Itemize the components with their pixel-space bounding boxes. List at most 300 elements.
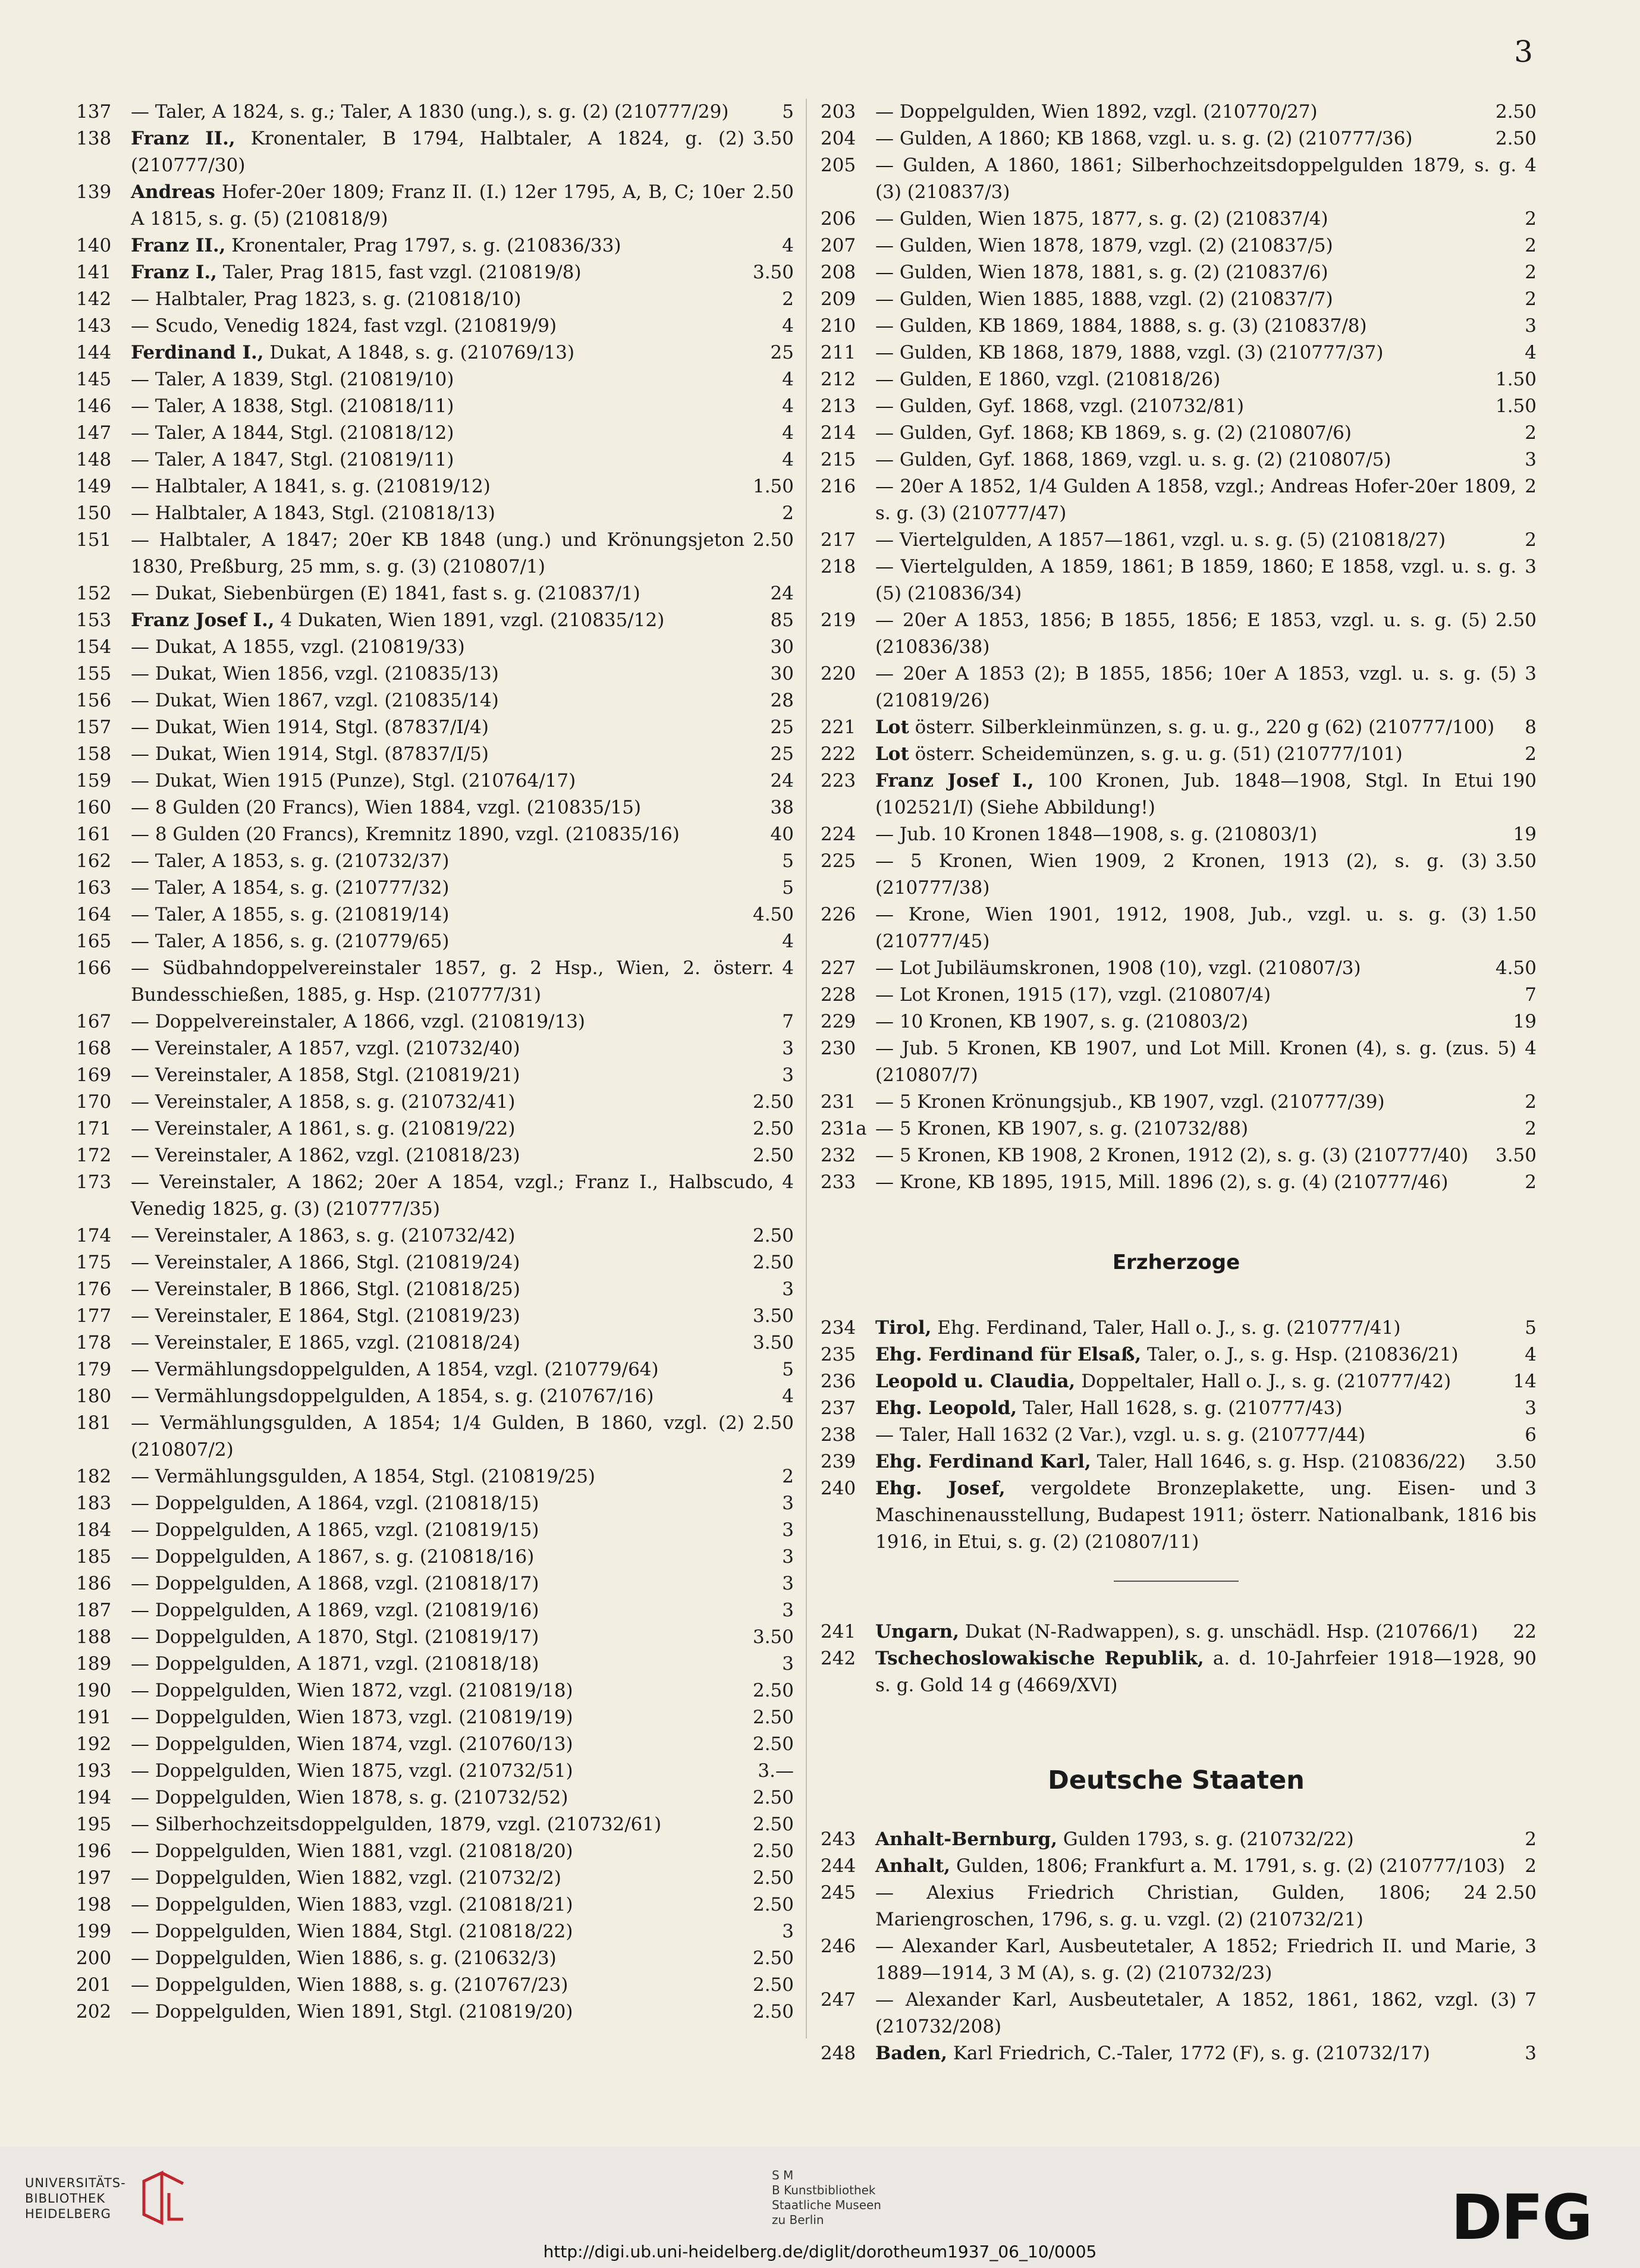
lot-price: 2.50	[752, 1091, 794, 1113]
lot-price: 4	[782, 235, 794, 256]
lot-number: 215	[821, 449, 856, 470]
lot-description	[875, 1933, 1537, 1987]
lot-description	[131, 875, 794, 901]
lot-price: 2.50	[752, 529, 794, 551]
lot-text: — Doppelgulden, Wien 1883, vzgl. (210818/21)	[131, 1894, 573, 1915]
lot-number: 141	[76, 262, 112, 283]
lot-text: — Vereinstaler, A 1866, Stgl. (210819/24)	[131, 1252, 520, 1273]
right-list-c	[816, 1619, 1537, 1699]
catalog-entry	[816, 152, 1537, 206]
lot-number: 148	[76, 449, 112, 470]
lot-text: — Krone, KB 1895, 1915, Mill. 1896 (2), s. g. (4) (210777/46)	[875, 1171, 1449, 1193]
lot-price: 5	[782, 1359, 794, 1380]
lot-text: — Viertelgulden, A 1857—1861, vzgl. u. s. g. (5) (210818/27)	[875, 529, 1446, 551]
lot-description	[131, 1249, 794, 1276]
lot-description	[131, 447, 794, 473]
lot-description	[875, 1089, 1537, 1116]
lot-price: 2.50	[1495, 128, 1537, 149]
lot-text: Taler, Hall 1628, s. g. (210777/43)	[1023, 1397, 1343, 1419]
lot-text: Gulden, 1806; Frankfurt a. M. 1791, s. g. (2) (210777/103)	[956, 1855, 1506, 1877]
lot-number: 170	[76, 1091, 112, 1113]
lot-description	[875, 447, 1537, 473]
lot-price: 4.50	[752, 904, 794, 925]
lot-description	[875, 768, 1537, 821]
lot-description	[131, 687, 794, 714]
lot-number: 241	[821, 1621, 856, 1642]
lot-text: — Viertelgulden, A 1859, 1861; B 1859, 1860; E 1858, vzgl. u. s. g. (5) (210836/34)	[875, 556, 1517, 604]
catalog-entry	[71, 393, 794, 420]
lot-number: 153	[76, 610, 112, 631]
lot-text: — Scudo, Venedig 1824, fast vzgl. (210819/9)	[131, 315, 557, 337]
lot-number: 191	[76, 1707, 112, 1728]
lot-text: — 5 Kronen Krönungsjub., KB 1907, vzgl. (210777/39)	[875, 1091, 1385, 1113]
catalog-entry	[816, 1645, 1537, 1699]
lot-description	[131, 955, 794, 1009]
lot-price: 2	[782, 288, 794, 310]
lot-number: 207	[821, 235, 856, 256]
catalog-entry	[71, 928, 794, 955]
lot-description	[875, 233, 1537, 259]
catalog-entry	[816, 1142, 1537, 1169]
catalog-entry	[816, 661, 1537, 714]
lot-price: 2	[1525, 476, 1537, 497]
catalog-entry	[71, 1463, 794, 1490]
lot-price: 2.50	[752, 1707, 794, 1728]
lot-number: 181	[76, 1412, 112, 1434]
ruler-name: Ehg. Ferdinand für Elsaß,	[875, 1344, 1142, 1365]
lot-description	[131, 1865, 794, 1892]
catalog-entry	[71, 1490, 794, 1517]
catalog-entry	[71, 420, 794, 447]
catalog-entry	[71, 1811, 794, 1838]
catalog-entry	[816, 420, 1537, 447]
lot-number: 212	[821, 369, 856, 390]
lot-description	[131, 1918, 794, 1945]
lot-price: 2	[1525, 1118, 1537, 1139]
lot-text: — Krone, Wien 1901, 1912, 1908, Jub., vzgl. u. s. g. (3) (210777/45)	[875, 904, 1487, 952]
lot-price: 3	[782, 1573, 794, 1594]
lot-price: 19	[1513, 824, 1537, 845]
lot-text: — Doppelgulden, Wien 1878, s. g. (210732/52)	[131, 1787, 568, 1808]
lot-text: — Vereinstaler, E 1865, vzgl. (210818/24)	[131, 1332, 520, 1353]
lot-number: 231	[821, 1091, 856, 1113]
lot-description	[131, 340, 794, 366]
catalog-entry	[816, 125, 1537, 152]
catalog-entry	[71, 768, 794, 794]
lot-text: — Dukat, Wien 1914, Stgl. (87837/I/5)	[131, 743, 489, 765]
lot-description	[131, 233, 794, 259]
lot-price: 2.50	[752, 2001, 794, 2022]
lot-description	[131, 794, 794, 821]
uni-logo-line3: HEIDELBERG	[25, 2207, 111, 2221]
lot-number: 167	[76, 1011, 112, 1032]
university-library-logo	[25, 2175, 126, 2222]
lot-number: 185	[76, 1546, 112, 1568]
lot-description	[131, 1383, 794, 1410]
lot-number: 139	[76, 181, 112, 203]
lot-number: 197	[76, 1867, 112, 1889]
lot-price: 3	[782, 1279, 794, 1300]
catalog-entry	[71, 366, 794, 393]
catalog-entry	[71, 447, 794, 473]
lot-number: 221	[821, 717, 856, 738]
lot-description	[875, 1422, 1537, 1449]
catalog-entry	[71, 1597, 794, 1624]
lot-text: — 20er A 1853 (2); B 1855, 1856; 10er A 1853, vzgl. u. s. g. (5) (210819/26)	[875, 663, 1517, 711]
lot-number: 164	[76, 904, 112, 925]
catalog-entry	[71, 580, 794, 607]
lot-number: 193	[76, 1760, 112, 1782]
lot-description	[875, 1315, 1537, 1342]
catalog-entry	[71, 1678, 794, 1704]
lot-text: — Doppelgulden, Wien 1886, s. g. (210632/3)	[131, 1947, 557, 1969]
catalog-entry	[816, 1987, 1537, 2040]
catalog-entry	[816, 821, 1537, 848]
lot-text: — 5 Kronen, KB 1908, 2 Kronen, 1912 (2), s. g. (3) (210777/40)	[875, 1145, 1469, 1166]
lot-price: 2	[782, 502, 794, 524]
catalog-entry	[816, 1880, 1537, 1933]
lot-description	[131, 1811, 794, 1838]
lot-price: 2.50	[752, 1733, 794, 1755]
lot-number: 235	[821, 1344, 856, 1365]
lot-number: 157	[76, 717, 112, 738]
lot-number: 236	[821, 1371, 856, 1392]
catalog-entry	[816, 554, 1537, 607]
lot-price: 2.50	[752, 1225, 794, 1246]
lot-description	[875, 554, 1537, 607]
ruler-name: Tirol,	[875, 1317, 932, 1339]
lot-price: 2.50	[752, 1814, 794, 1835]
lot-number: 244	[821, 1855, 856, 1877]
catalog-entry	[816, 1342, 1537, 1368]
catalog-entry	[816, 1116, 1537, 1142]
lot-description	[875, 393, 1537, 420]
catalog-entry	[816, 1169, 1537, 1196]
lot-price: 7	[1525, 984, 1537, 1006]
lot-number: 196	[76, 1840, 112, 1862]
lot-price: 2	[1525, 529, 1537, 551]
lot-price: 3	[782, 1519, 794, 1541]
column-divider	[806, 99, 807, 2038]
lot-number: 190	[76, 1680, 112, 1701]
catalog-entry	[71, 1570, 794, 1597]
lot-text: — Gulden, E 1860, vzgl. (210818/26)	[875, 369, 1221, 390]
lot-text: — Doppelgulden, A 1870, Stgl. (210819/17)	[131, 1626, 539, 1648]
catalog-entry	[71, 1945, 794, 1972]
lot-description	[131, 1062, 794, 1089]
source-url-link[interactable]: http://digi.ub.uni-heidelberg.de/diglit/dorotheum1937_06_10/0005	[543, 2242, 1097, 2261]
lot-number: 203	[821, 101, 856, 122]
lot-number: 231a	[821, 1118, 867, 1139]
lot-price: 2.50	[752, 1840, 794, 1862]
catalog-entry	[71, 1330, 794, 1356]
lot-number: 205	[821, 155, 856, 176]
lot-number: 158	[76, 743, 112, 765]
catalog-entry	[71, 1142, 794, 1169]
catalog-entry	[71, 901, 794, 928]
catalog-entry	[816, 1009, 1537, 1035]
lot-text: Taler, o. J., s. g. Hsp. (210836/21)	[1147, 1344, 1459, 1365]
catalog-entry	[71, 1651, 794, 1678]
lot-price: 2.50	[1495, 1882, 1537, 1903]
lot-number: 210	[821, 315, 856, 337]
lot-price: 2.50	[752, 1145, 794, 1166]
lot-text: — Alexius Friedrich Christian, Gulden, 1806; 24 Mariengroschen, 1796, s. g. u. vzgl. (2) (210732/21)	[875, 1882, 1487, 1930]
lot-description	[131, 901, 794, 928]
catalog-entry	[71, 1624, 794, 1651]
lot-number: 222	[821, 743, 856, 765]
lot-description	[131, 1544, 794, 1570]
catalog-entry	[816, 1089, 1537, 1116]
lot-number: 237	[821, 1397, 856, 1419]
lot-number: 145	[76, 369, 112, 390]
lot-description	[131, 741, 794, 768]
lot-text: — Doppelgulden, A 1864, vzgl. (210818/15)	[131, 1493, 539, 1514]
lot-price: 3	[1525, 663, 1537, 684]
catalog-entry	[71, 848, 794, 875]
lot-price: 5	[782, 850, 794, 872]
lot-text: österr. Scheidemünzen, s. g. u. g. (51) (210777/101)	[915, 743, 1403, 765]
lot-price: 4	[782, 1386, 794, 1407]
lot-price: 2.50	[752, 1787, 794, 1808]
lot-price: 40	[770, 824, 794, 845]
lot-description	[875, 1342, 1537, 1368]
lot-description	[875, 1009, 1537, 1035]
lot-price: 25	[770, 717, 794, 738]
lot-description	[131, 1785, 794, 1811]
lot-description	[131, 634, 794, 661]
lot-number: 194	[76, 1787, 112, 1808]
lot-description	[131, 1142, 794, 1169]
lot-description	[875, 1880, 1537, 1933]
lot-description	[131, 1838, 794, 1865]
catalog-entry	[816, 741, 1537, 768]
lot-number: 187	[76, 1600, 112, 1621]
lot-description	[131, 1945, 794, 1972]
lot-number: 166	[76, 957, 112, 979]
lot-number: 151	[76, 529, 112, 551]
lot-price: 2	[1525, 208, 1537, 230]
lot-price: 8	[1525, 717, 1537, 738]
catalog-entry	[71, 179, 794, 233]
lot-number: 184	[76, 1519, 112, 1541]
catalog-entry	[71, 1918, 794, 1945]
lot-description	[131, 1009, 794, 1035]
lot-text: — Taler, A 1853, s. g. (210732/37)	[131, 850, 450, 872]
lot-number: 179	[76, 1359, 112, 1380]
lot-price: 4.50	[1495, 957, 1537, 979]
lot-text: — Vermählungsgulden, A 1854; 1/4 Gulden, B 1860, vzgl. (2) (210807/2)	[131, 1412, 744, 1460]
lot-text: — Doppelgulden, Wien 1882, vzgl. (210732/2)	[131, 1867, 561, 1889]
lot-text: — 8 Gulden (20 Francs), Wien 1884, vzgl. (210835/15)	[131, 797, 642, 818]
lot-price: 4	[782, 449, 794, 470]
lot-number: 223	[821, 770, 856, 791]
lot-text: — Silberhochzeitsdoppelgulden, 1879, vzgl. (210732/61)	[131, 1814, 662, 1835]
catalog-entry	[71, 99, 794, 125]
lot-text: 4 Dukaten, Wien 1891, vzgl. (210835/12)	[280, 610, 665, 631]
lot-description	[131, 313, 794, 340]
lot-description	[131, 259, 794, 286]
lot-description	[131, 1704, 794, 1731]
catalog-entry	[816, 1368, 1537, 1395]
catalog-entry	[71, 1089, 794, 1116]
lot-number: 242	[821, 1648, 856, 1669]
lot-number: 238	[821, 1424, 856, 1446]
lot-text: — Gulden, Gyf. 1868; KB 1869, s. g. (2) (210807/6)	[875, 422, 1352, 444]
lot-text: — Doppelgulden, Wien 1873, vzgl. (210819/19)	[131, 1707, 573, 1728]
catalog-entry	[816, 340, 1537, 366]
lot-description	[875, 821, 1537, 848]
lot-description	[875, 259, 1537, 286]
lot-price: 5	[1525, 1317, 1537, 1339]
lot-number: 163	[76, 877, 112, 899]
lot-number: 182	[76, 1466, 112, 1487]
lot-text: — Alexander Karl, Ausbeutetaler, A 1852, 1861, 1862, vzgl. (3) (210732/208)	[875, 1989, 1517, 2037]
catalog-entry	[816, 848, 1537, 901]
lot-description	[131, 1356, 794, 1383]
lot-number: 162	[76, 850, 112, 872]
catalog-entry	[71, 1276, 794, 1303]
lot-description	[131, 420, 794, 447]
ruler-name: Franz II.,	[131, 128, 235, 149]
lot-description	[131, 500, 794, 527]
lot-number: 152	[76, 583, 112, 604]
lot-description	[875, 1987, 1537, 2040]
heidelberg-mark-icon	[138, 2169, 189, 2226]
lot-price: 14	[1513, 1371, 1537, 1392]
lot-price: 190	[1501, 770, 1537, 791]
lot-text: — Halbtaler, A 1841, s. g. (210819/12)	[131, 476, 491, 497]
lot-number: 198	[76, 1894, 112, 1915]
catalog-entry	[71, 125, 794, 179]
lot-description	[875, 1826, 1537, 1853]
lot-description	[875, 340, 1537, 366]
lot-description	[875, 1368, 1537, 1395]
lot-text: — Doppelgulden, Wien 1891, Stgl. (210819/20)	[131, 2001, 573, 2022]
catalog-entry	[71, 955, 794, 1009]
lot-description	[875, 741, 1537, 768]
lot-text: — Vereinstaler, A 1861, s. g. (210819/22)	[131, 1118, 516, 1139]
catalog-entry	[71, 741, 794, 768]
lot-description	[131, 1303, 794, 1330]
lot-description	[875, 125, 1537, 152]
lot-text: — Taler, A 1855, s. g. (210819/14)	[131, 904, 450, 925]
lot-number: 138	[76, 128, 112, 149]
lot-number: 211	[821, 342, 856, 363]
lot-text: österr. Silberkleinmünzen, s. g. u. g., 220 g (62) (210777/100)	[915, 717, 1495, 738]
lot-description	[875, 286, 1537, 313]
ruler-name: Franz Josef I.,	[875, 770, 1034, 791]
lot-price: 4	[1525, 1344, 1537, 1365]
lot-number: 216	[821, 476, 856, 497]
lot-text: Kronentaler, Prag 1797, s. g. (210836/33)	[231, 235, 621, 256]
lot-price: 4	[1525, 342, 1537, 363]
lot-price: 3	[1525, 315, 1537, 337]
lot-text: — Doppelgulden, Wien 1881, vzgl. (210818/20)	[131, 1840, 573, 1862]
lot-description	[875, 714, 1537, 741]
lot-text: — 20er A 1853, 1856; B 1855, 1856; E 1853, vzgl. u. s. g. (5) (210836/38)	[875, 610, 1487, 658]
lot-text: — Vereinstaler, A 1862, vzgl. (210818/23)	[131, 1145, 520, 1166]
lot-number: 200	[76, 1947, 112, 1969]
lot-price: 2	[1525, 1091, 1537, 1113]
lot-number: 213	[821, 395, 856, 417]
lot-text: — Jub. 5 Kronen, KB 1907, und Lot Mill. Kronen (4), s. g. (zus. 5) (210807/7)	[875, 1038, 1517, 1086]
lot-description	[131, 1892, 794, 1918]
ruler-name: Franz I.,	[131, 262, 217, 283]
lot-price: 3	[1525, 449, 1537, 470]
lot-text: — Taler, A 1839, Stgl. (210819/10)	[131, 369, 454, 390]
lot-price: 24	[770, 770, 794, 791]
lot-number: 154	[76, 636, 112, 658]
lot-number: 247	[821, 1989, 856, 2011]
lot-description	[875, 661, 1537, 714]
lot-number: 186	[76, 1573, 112, 1594]
lot-price: 24	[770, 583, 794, 604]
lot-price: 3.50	[1495, 1145, 1537, 1166]
lot-text: — Taler, A 1844, Stgl. (210818/12)	[131, 422, 454, 444]
lot-price: 3	[782, 1600, 794, 1621]
catalog-entry	[71, 286, 794, 313]
lot-number: 239	[821, 1451, 856, 1472]
lot-text: — Alexander Karl, Ausbeutetaler, A 1852; Friedrich II. und Marie, 1889—1914, 3 M (A), s. g. (2) (210732/23)	[875, 1936, 1517, 1984]
lot-price: 3	[782, 1493, 794, 1514]
catalog-entry	[71, 1383, 794, 1410]
catalog-entry	[816, 393, 1537, 420]
lot-description	[875, 1116, 1537, 1142]
lot-text: — Gulden, A 1860, 1861; Silberhochzeitsdoppelgulden 1879, s. g. (3) (210837/3)	[875, 155, 1517, 203]
ruler-name: Tschechoslowakische Republik,	[875, 1648, 1204, 1669]
lot-description	[875, 607, 1537, 661]
catalog-entry	[71, 1704, 794, 1731]
catalog-entry	[71, 607, 794, 634]
lot-price: 2.50	[752, 181, 794, 203]
catalog-entry	[816, 447, 1537, 473]
lot-number: 208	[821, 262, 856, 283]
catalog-entry	[71, 313, 794, 340]
lot-description	[131, 821, 794, 848]
lot-description	[875, 527, 1537, 554]
catalog-entry	[71, 233, 794, 259]
ruler-name: Lot	[875, 717, 909, 738]
lot-text: — Taler, A 1854, s. g. (210777/32)	[131, 877, 450, 899]
catalog-entry	[816, 473, 1537, 527]
lot-description	[131, 580, 794, 607]
lot-text: — 10 Kronen, KB 1907, s. g. (210803/2)	[875, 1011, 1249, 1032]
lot-number: 219	[821, 610, 856, 631]
catalog-entry	[71, 1838, 794, 1865]
lot-description	[131, 1089, 794, 1116]
lot-text: — Vereinstaler, A 1862; 20er A 1854, vzgl.; Franz I., Halbscudo, Venedig 1825, g. (3) (210777/35)	[131, 1171, 774, 1220]
section-title-deutsche-staaten: Deutsche Staaten	[1048, 1766, 1305, 1795]
lot-text: — Vermählungsdoppelgulden, A 1854, vzgl. (210779/64)	[131, 1359, 659, 1380]
lot-number: 146	[76, 395, 112, 417]
lot-description	[131, 1410, 794, 1463]
lot-price: 4	[782, 369, 794, 390]
lot-text: — Doppelgulden, Wien 1875, vzgl. (210732/51)	[131, 1760, 573, 1782]
catalog-entry	[816, 99, 1537, 125]
lot-price: 3	[1525, 1478, 1537, 1499]
lot-number: 209	[821, 288, 856, 310]
lot-number: 173	[76, 1171, 112, 1193]
ruler-name: Ehg. Josef,	[875, 1478, 1006, 1499]
ruler-name: Ehg. Leopold,	[875, 1397, 1017, 1419]
lot-text: — Vereinstaler, A 1857, vzgl. (210732/40)	[131, 1038, 520, 1059]
lot-text: — Dukat, A 1855, vzgl. (210819/33)	[131, 636, 465, 658]
catalog-entry	[71, 1731, 794, 1758]
lot-description	[875, 1645, 1537, 1699]
uni-logo-line1: UNIVERSITÄTS-	[25, 2176, 126, 2190]
lot-description	[875, 1142, 1537, 1169]
